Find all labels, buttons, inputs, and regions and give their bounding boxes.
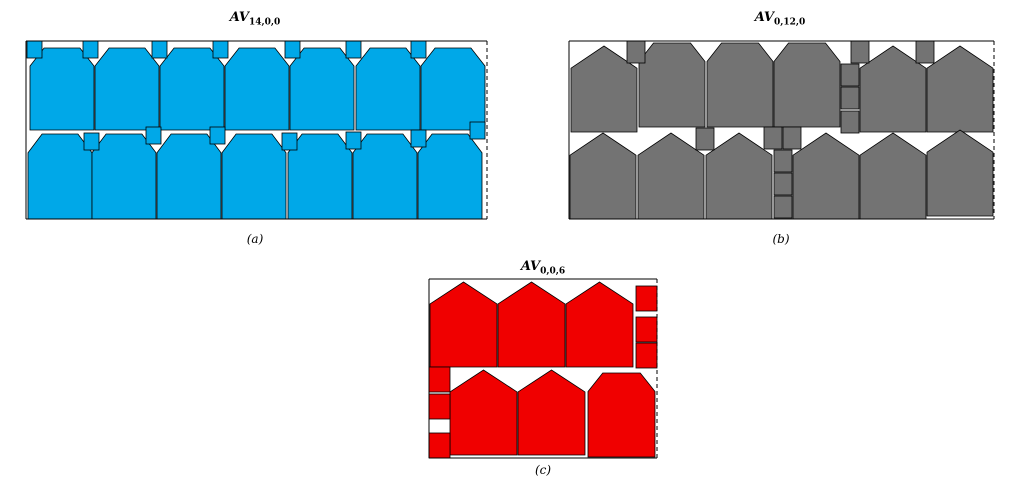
panel-c-title-sub: 0,0,6 [540, 266, 566, 277]
panel-c-title-main: AV [520, 259, 541, 274]
panel-b-caption: (b) [772, 232, 790, 246]
panel-a-caption: (a) [246, 232, 264, 246]
panel-c-left-box-1 [429, 367, 450, 392]
panel-c-bottom-house-3 [588, 373, 655, 457]
panel-c-caption: (c) [534, 463, 552, 477]
panel-c-top-peak-3 [566, 282, 633, 367]
panel-c-right-box-1 [636, 286, 657, 311]
panel-b-title-sub: 0,12,0 [773, 17, 806, 28]
panel-a-title-sub: 14,0,0 [248, 17, 281, 28]
panel-c-bottom-peak-2 [518, 370, 585, 455]
panel-c-left-box-3 [429, 433, 450, 458]
panel-c-top-peak-1 [430, 282, 497, 367]
panel-c-bottom-peak-1 [450, 370, 517, 455]
panel-c-right-box-3 [636, 343, 657, 368]
panel-a-title-main: AV [229, 10, 249, 25]
panel-c-top-peak-2 [498, 282, 565, 367]
panel-c-left-box-2 [429, 394, 450, 419]
panel-b-title-main: AV [754, 10, 774, 25]
panel-c-right-box-2 [636, 317, 657, 342]
